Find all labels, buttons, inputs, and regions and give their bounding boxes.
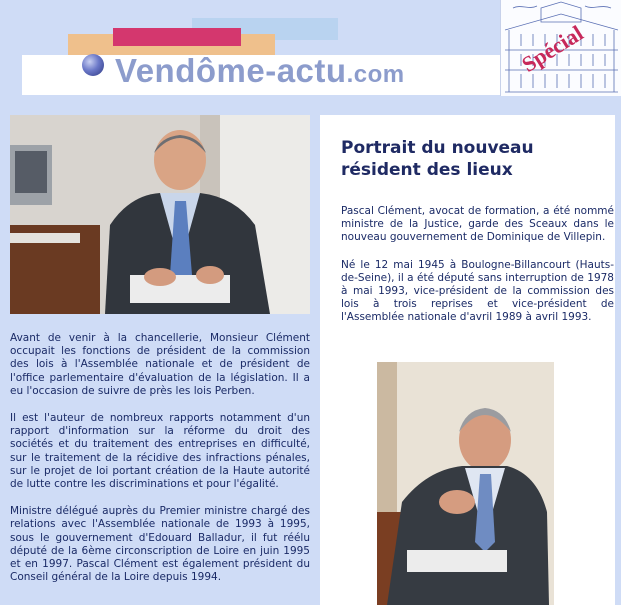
left-paragraph: Il est l'auteur de nombreux rapports notamment d'un rapport d'information sur la réforme du droit des sociétés et du traitement des entreprises en difficulté, sur le traitement de la récidive des infractions pénales, sur le projet de loi portant création de la Haute autorité de lutte contre les discriminations et pour l'égalité. bbox=[10, 412, 310, 491]
left-paragraph: Avant de venir à la chancellerie, Monsieur Clément occupait les fonctions de président de la commission des lois à l'Assemblée nationale et de président de l'office parlementaire d'évaluation de la législation. Il a eu l'occasion de suivre de près les lois Perben. bbox=[10, 332, 310, 397]
site-logo[interactable] bbox=[115, 52, 405, 90]
left-column bbox=[10, 115, 310, 598]
site-header bbox=[0, 0, 621, 100]
right-article-text bbox=[341, 205, 614, 325]
left-article-text bbox=[10, 332, 310, 584]
left-paragraph: Ministre délégué auprès du Premier ministre chargé des relations avec l'Assemblée nationale de 1993 à 1995, sous le gouvernement d'Edouard Balladur, il fut réélu député de la 6ème circonscription de Loire en juin 1995 et en 1997. Pascal Clément est également président du Conseil général de la Loire depuis 1994. bbox=[10, 505, 310, 584]
special-badge-text: Spécial bbox=[517, 20, 588, 77]
article-title: Portrait du nouveau résident des lieux bbox=[341, 138, 534, 180]
right-paragraph: Né le 12 mai 1945 à Boulogne-Billancourt (Hauts-de-Seine), il a été député sans interruption de 1978 à mai 1993, vice-président de la commission des lois à trois reprises et vice-président de l'Assemblée nationale d'avril 1989 à avril 1993. bbox=[341, 258, 614, 324]
portrait-photo-right bbox=[377, 362, 554, 605]
logo-ball-icon bbox=[82, 54, 104, 76]
portrait-photo-left bbox=[10, 115, 310, 314]
right-column bbox=[320, 115, 615, 605]
special-badge bbox=[500, 0, 621, 96]
site-logo-main: Vendôme-actu bbox=[115, 52, 347, 89]
site-logo-suffix: .com bbox=[346, 61, 405, 88]
header-deco-pink bbox=[113, 28, 241, 46]
right-paragraph: Pascal Clément, avocat de formation, a été nommé ministre de la Justice, garde des Sceaux dans le nouveau gouvernement de Dominique de Villepin. bbox=[341, 205, 614, 244]
